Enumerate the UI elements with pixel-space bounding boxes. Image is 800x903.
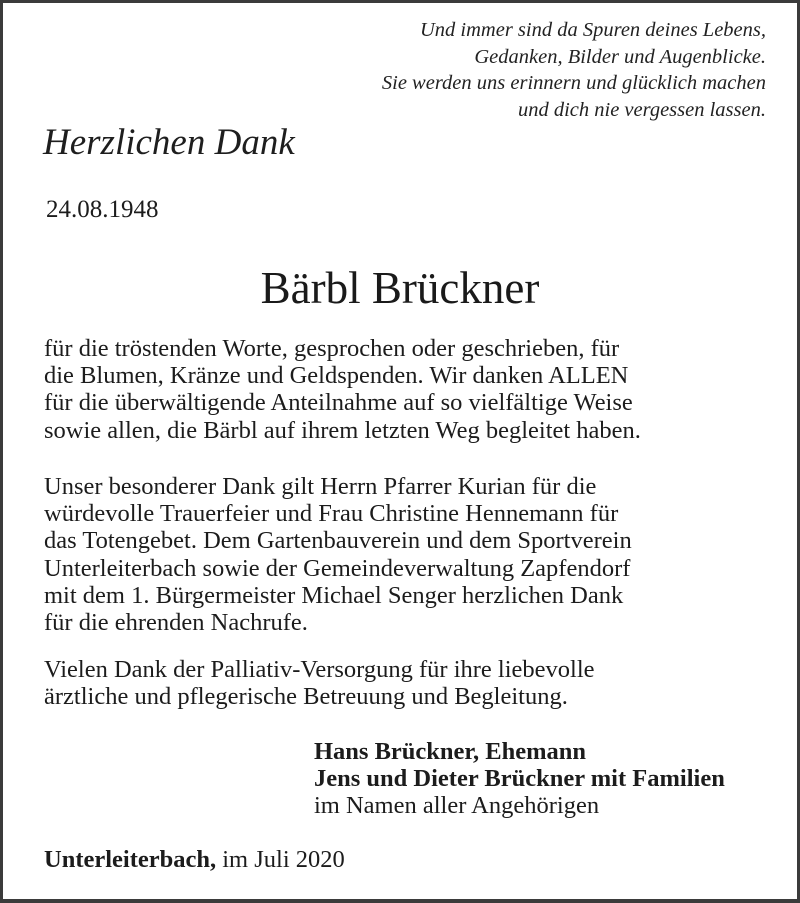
- quote-line: Sie werden uns erinnern und glücklich machen: [381, 72, 766, 94]
- paragraph-line: mit dem 1. Bürgermeister Michael Senger herzlichen Dank: [44, 581, 624, 609]
- thanks-paragraph-special: [44, 473, 784, 636]
- paragraph-line: für die tröstenden Worte, gesprochen oder geschrieben, für: [44, 335, 620, 362]
- quote-line: und dich nie vergessen lassen.: [517, 98, 766, 121]
- signature-block: [314, 738, 725, 820]
- signature-relatives: im Namen aller Angehörigen: [314, 792, 600, 820]
- signature-spouse: Hans Brückner, Ehemann: [314, 738, 587, 765]
- deceased-name: Bärbl Brückner: [260, 263, 540, 313]
- paragraph-line: sowie allen, die Bärbl auf ihrem letzten Weg begleitet haben.: [44, 416, 641, 444]
- place: Unterleiterbach,: [44, 846, 217, 873]
- thanks-paragraph-palliative: [44, 656, 784, 710]
- birth-date: 24.08.1948: [46, 196, 159, 223]
- paragraph-line: die Blumen, Kränze und Geldspenden. Wir danken ALLEN: [44, 362, 629, 390]
- paragraph-line: Unterleiterbach sowie der Gemeindeverwaltung Zapfendorf: [44, 554, 631, 582]
- paragraph-line: würdevolle Trauerfeier und Frau Christine Hennemann für: [44, 500, 619, 528]
- paragraph-line: für die überwältigende Anteilnahme auf so vielfältige Weise: [44, 389, 633, 417]
- paragraph-line: Unser besonderer Dank gilt Herrn Pfarrer Kurian für die: [44, 473, 597, 500]
- thanks-paragraph-condolences: [44, 335, 784, 444]
- quote-line: Gedanken, Bilder und Augenblicke.: [474, 45, 766, 68]
- place-and-date: [44, 846, 345, 874]
- quote-line: Und immer sind da Spuren deines Lebens,: [420, 19, 766, 41]
- heading-title: Herzlichen Dank: [43, 122, 295, 163]
- signature-children: Jens und Dieter Brückner mit Familien: [314, 765, 725, 793]
- paragraph-line: Vielen Dank der Palliativ-Versorgung für ihre liebevolle: [44, 656, 595, 683]
- paragraph-line: das Totengebet. Dem Gartenbauverein und dem Sportverein: [44, 527, 632, 555]
- obituary-thank-you-notice: [3, 3, 797, 899]
- paragraph-line: für die ehrenden Nachrufe.: [44, 609, 308, 637]
- memorial-quote: [206, 17, 766, 123]
- date: im Juli 2020: [216, 846, 345, 873]
- paragraph-line: ärztliche und pflegerische Betreuung und Begleitung.: [44, 683, 568, 711]
